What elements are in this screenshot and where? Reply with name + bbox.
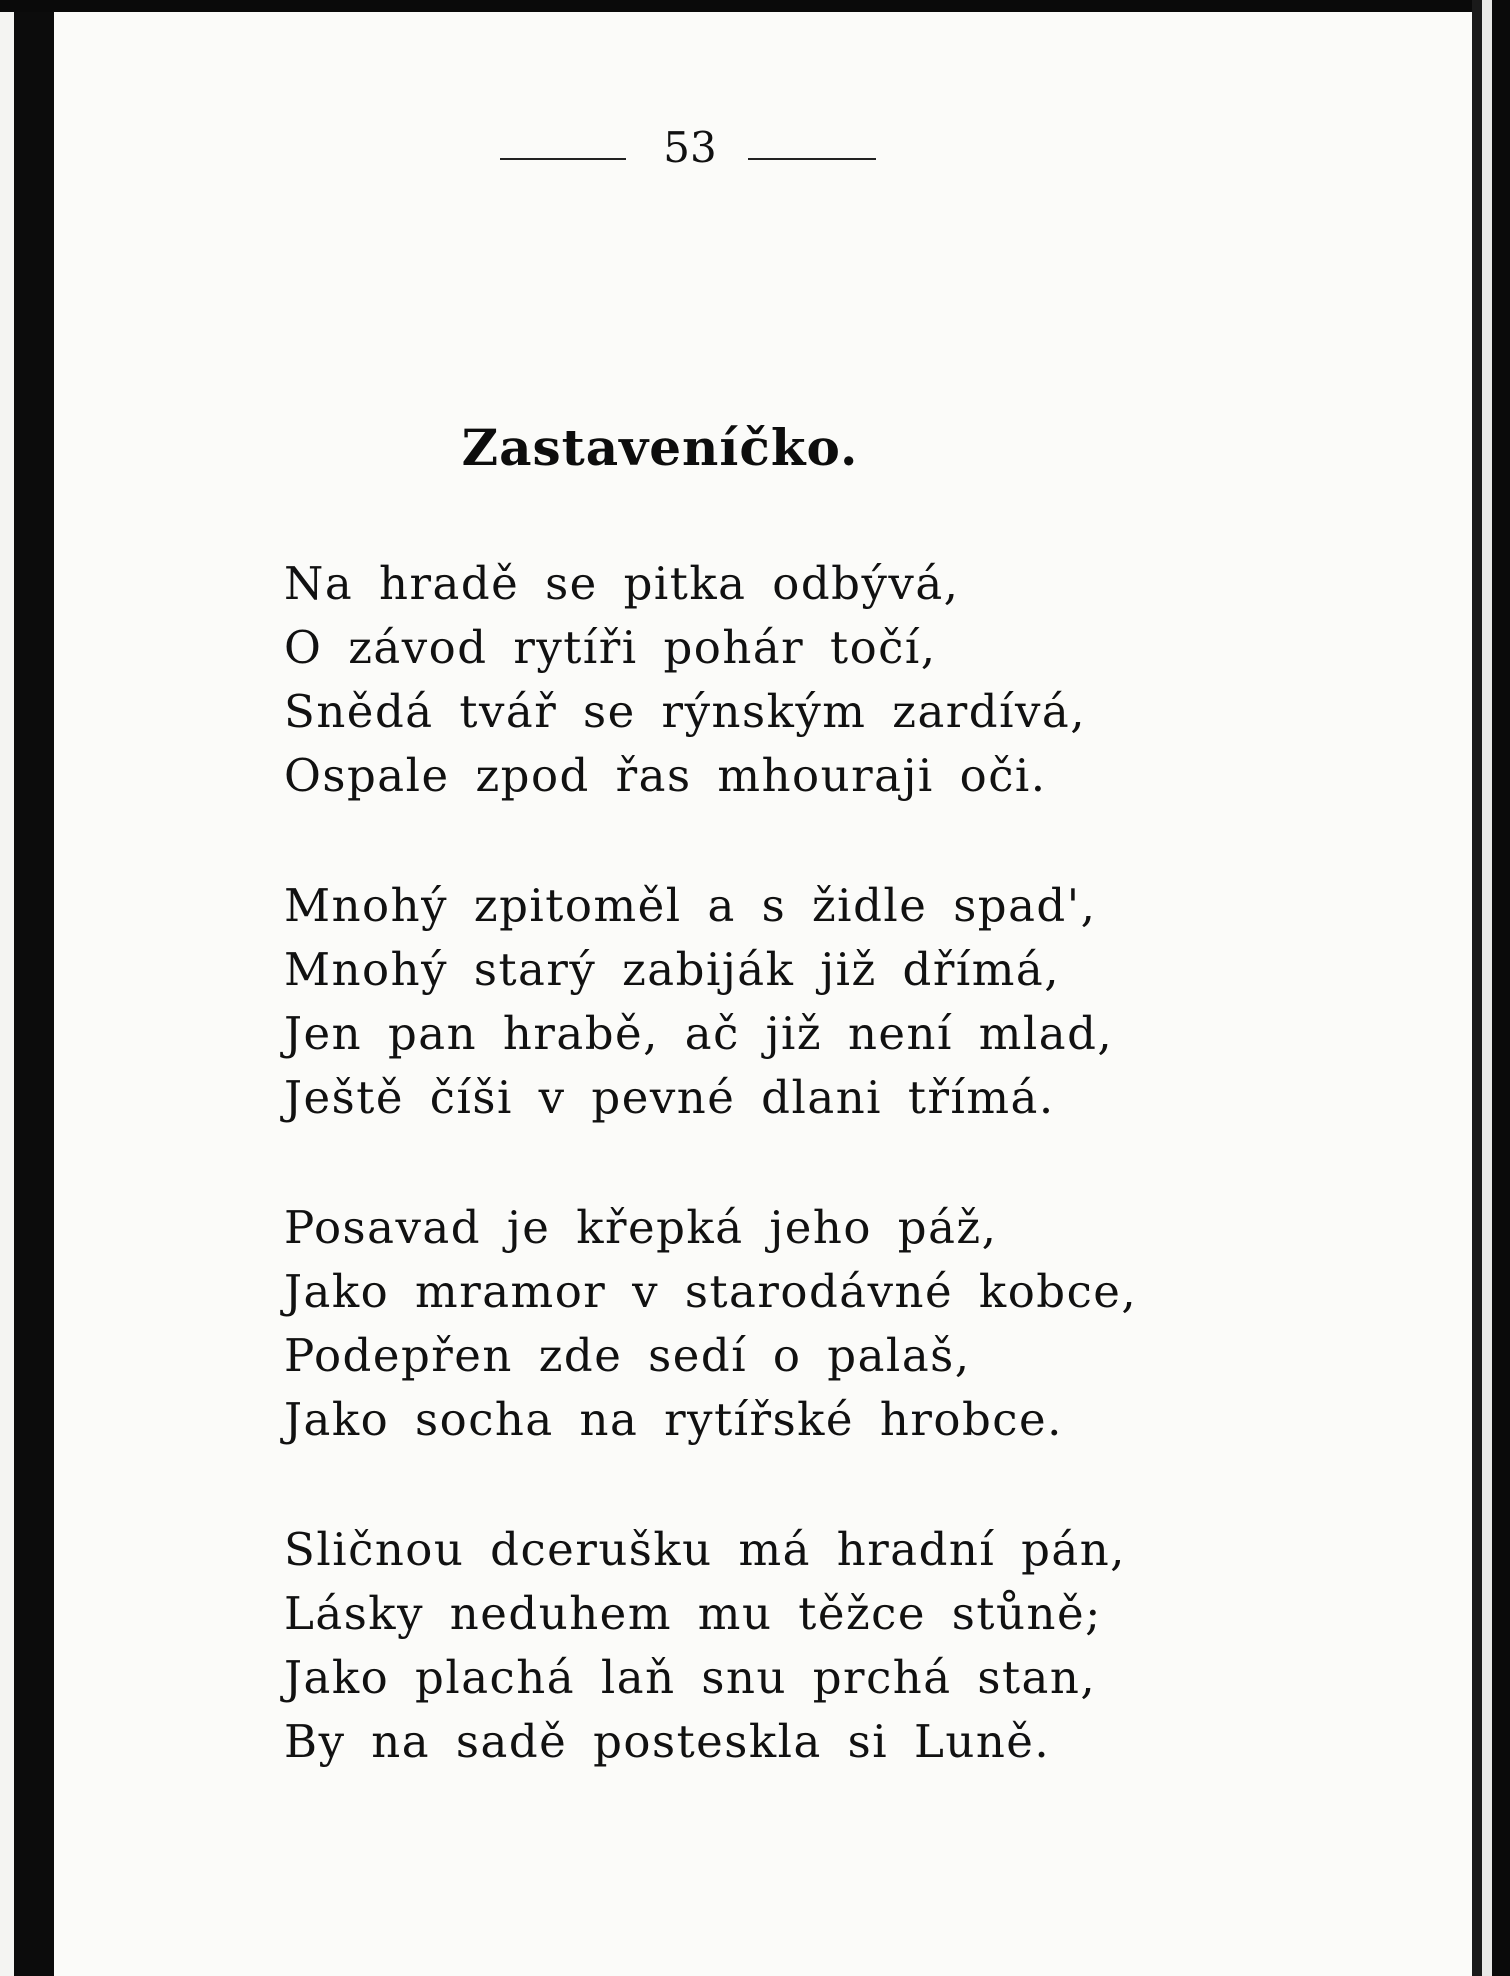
verse-line: O závod rytíři pohár točí, — [284, 621, 937, 674]
top-scan-border — [0, 0, 1510, 12]
right-scan-border — [1492, 0, 1510, 1976]
header-rule-left — [500, 158, 626, 160]
verse-line: Mnohý zpitoměl a s židle spad', — [284, 879, 1097, 932]
verse-line: Snědá tvář se rýnským zardívá, — [284, 685, 1087, 738]
right-scan-gap — [1482, 0, 1492, 1976]
verse-line: Na hradě se pitka odbývá, — [284, 557, 960, 610]
verse-line: Jako socha na rytířské hrobce. — [284, 1393, 1063, 1446]
poem-title: Zastaveníčko. — [461, 418, 859, 477]
stanza — [284, 1196, 1284, 1452]
verse-line: By na sadě posteskla si Luně. — [284, 1715, 1051, 1768]
verse-line: Podepřen zde sedí o palaš, — [284, 1329, 971, 1382]
header-rule-right — [748, 158, 876, 160]
left-page-edge — [0, 0, 14, 1976]
page-header — [500, 118, 880, 178]
stanza — [284, 1518, 1284, 1774]
book-spine-shadow — [14, 0, 54, 1976]
verse-line: Sličnou dcerušku má hradní pán, — [284, 1523, 1126, 1576]
stanza — [284, 552, 1284, 808]
right-page-edge — [1472, 0, 1482, 1976]
verse-line: Posavad je křepká jeho páž, — [284, 1201, 998, 1254]
stanza — [284, 874, 1284, 1130]
verse-line: Jako plachá laň snu prchá stan, — [284, 1651, 1097, 1704]
verse-line: Jen pan hrabě, ač již není mlad, — [284, 1007, 1114, 1060]
verse-line: Jako mramor v starodávné kobce, — [284, 1265, 1138, 1318]
page-number: 53 — [663, 123, 717, 172]
verse-line: Lásky neduhem mu těžce stůně; — [284, 1587, 1102, 1640]
verse-line: Ospale zpod řas mhouraji oči. — [284, 749, 1047, 802]
verse-line: Ještě číši v pevné dlani třímá. — [284, 1071, 1055, 1124]
verse-line: Mnohý starý zabiják již dřímá, — [284, 943, 1061, 996]
